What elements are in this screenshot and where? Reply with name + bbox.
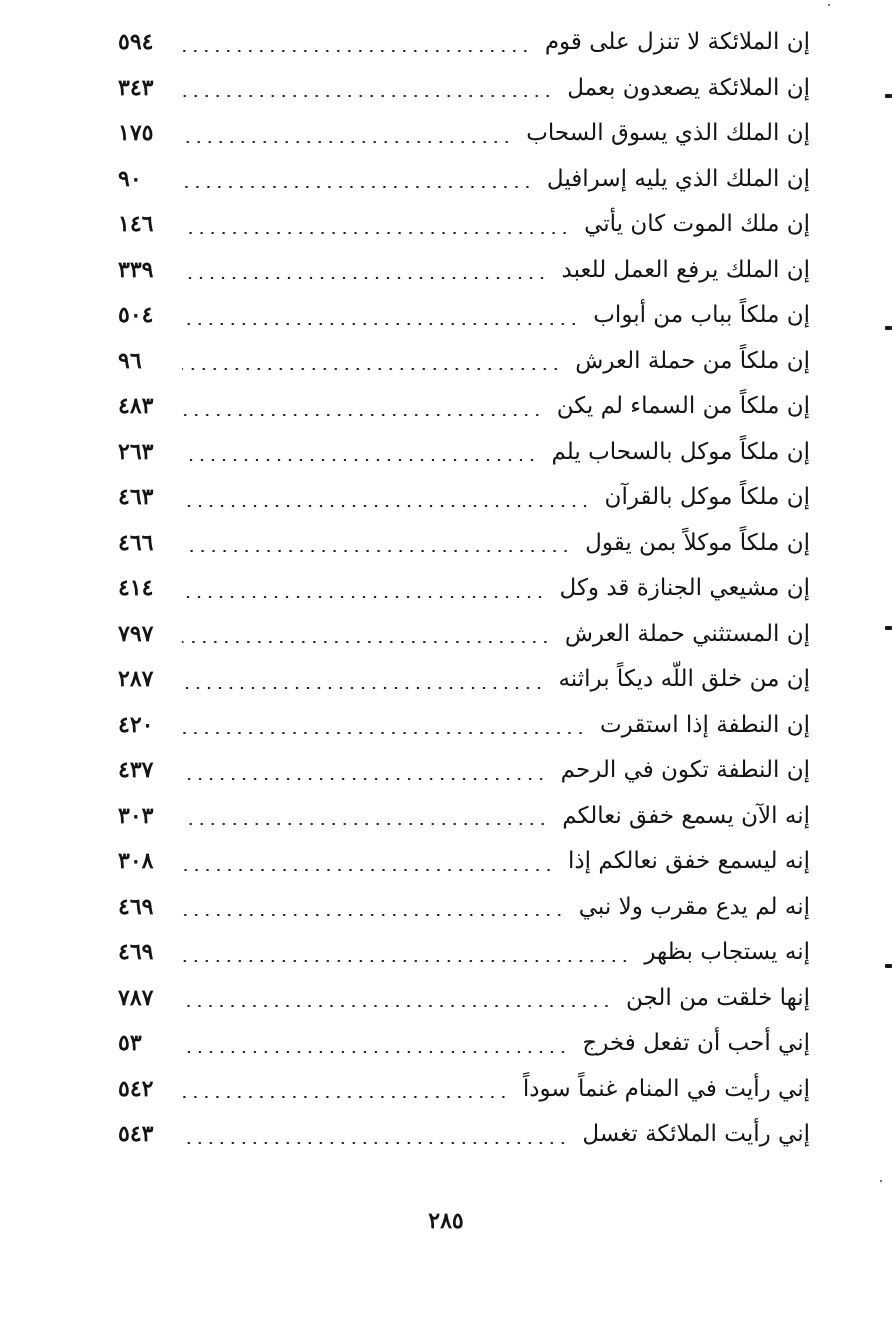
index-entry [118, 976, 810, 1022]
entry-page-ref: ٩٦ [118, 347, 142, 374]
index-entry [118, 703, 810, 749]
entry-page-ref: ١٤٦ [118, 211, 154, 237]
index-entry [118, 293, 810, 339]
entry-text: إنه لم يدع مقرب ولا نبي [578, 893, 810, 920]
dot-leader [182, 232, 570, 234]
dot-leader [182, 141, 512, 143]
dot-leader [182, 732, 586, 734]
entry-text: إن الملك الذي يليه إسرافيل [546, 165, 810, 192]
entry-text: إن ملكاً بباب من أبواب [593, 302, 810, 328]
entry-page-ref: ٥٤٣ [118, 1121, 154, 1147]
dot-leader [182, 95, 553, 97]
dot-leader [182, 1142, 568, 1144]
entry-page-ref: ٢٦٣ [118, 438, 154, 465]
entry-text: إنها خلقت من الجن [626, 984, 810, 1011]
entry-page-ref: ١٧٥ [118, 120, 154, 146]
scan-speck [828, 4, 830, 6]
entry-page-ref: ٥٣ [118, 1030, 142, 1056]
dot-leader [182, 323, 579, 325]
entry-text: إنه ليسمع خفق نعالكم إذا [568, 848, 810, 874]
index-entry [118, 339, 810, 385]
scan-edge-mark [885, 326, 892, 330]
dot-leader [182, 914, 565, 916]
dot-leader [182, 960, 630, 962]
entry-page-ref: ٧٨٧ [118, 984, 154, 1011]
entry-page-ref: ٩٠ [118, 165, 142, 192]
entry-text: إن ملكاً من حملة العرش [575, 347, 810, 374]
index-entry [118, 430, 810, 476]
entry-text: إنه الآن يسمع خفق نعالكم [562, 802, 810, 829]
entry-page-ref: ٤٦٦ [118, 529, 154, 556]
index-entry [118, 1021, 810, 1067]
dot-leader [182, 186, 533, 188]
entry-page-ref: ٤٦٣ [118, 484, 154, 510]
entry-page-ref: ٥٠٤ [118, 302, 154, 328]
dot-leader [182, 641, 551, 643]
entry-text: إن ملكاً موكلاً بمن يقول [585, 529, 810, 556]
dot-leader [182, 368, 561, 370]
index-entry [118, 20, 810, 66]
entry-page-ref: ٣٣٩ [118, 256, 154, 283]
entry-page-ref: ٢٨٧ [118, 666, 154, 692]
index-entry [118, 248, 810, 294]
dot-leader [182, 414, 543, 416]
page-number: ٢٨٥ [428, 1208, 464, 1234]
dot-leader [182, 778, 547, 780]
dot-leader [182, 1005, 612, 1007]
entry-page-ref: ٤٦٩ [118, 893, 154, 920]
dot-leader [182, 823, 548, 825]
entry-text: إن ملكاً موكل بالسحاب يلم [551, 438, 810, 465]
dot-leader [182, 50, 531, 52]
entry-page-ref: ٣٠٣ [118, 802, 154, 829]
index-entry [118, 111, 810, 157]
entry-text: إني أحب أن تفعل فخرج [582, 1030, 810, 1056]
index-entry [118, 794, 810, 840]
entry-text: إن المستثني حملة العرش [564, 620, 810, 647]
dot-leader [182, 550, 571, 552]
scan-edge-mark [885, 964, 892, 968]
dot-leader [182, 277, 548, 279]
index-entry [118, 66, 810, 112]
entry-text: إن النطفة إذا استقرت [600, 711, 810, 738]
entry-text: إن الملائكة لا تنزل على قوم [544, 29, 810, 55]
entry-text: إن مشيعي الجنازة قد وكل [559, 575, 810, 601]
entry-page-ref: ٤٢٠ [118, 711, 154, 738]
entry-text: إن الملائكة يصعدون بعمل [567, 74, 810, 101]
entry-text: إن النطفة تكون في الرحم [560, 757, 810, 783]
index-entry [118, 1067, 810, 1113]
index-entry [118, 566, 810, 612]
entry-text: إن الملك الذي يسوق السحاب [526, 120, 810, 146]
entry-page-ref: ٥٩٤ [118, 29, 154, 55]
entry-page-ref: ٣٠٨ [118, 848, 154, 874]
entry-text: إني رأيت الملائكة تغسل [582, 1121, 810, 1147]
scan-edge-mark [885, 94, 892, 98]
index-entry [118, 202, 810, 248]
dot-leader [182, 687, 544, 689]
index-list [118, 20, 810, 1158]
entry-text: إنه يستجاب بظهر [644, 939, 810, 965]
index-entry [118, 612, 810, 658]
dot-leader [182, 869, 554, 871]
dot-leader [182, 1051, 568, 1053]
index-entry [118, 839, 810, 885]
index-entry [118, 157, 810, 203]
scan-edge-mark [885, 626, 892, 630]
entry-page-ref: ٣٤٣ [118, 74, 154, 101]
entry-text: إن من خلق اللّه ديكاً براثنه [558, 666, 810, 692]
index-entry [118, 657, 810, 703]
entry-text: إن ملكاً موكل بالقرآن [604, 484, 810, 510]
index-entry [118, 384, 810, 430]
dot-leader [182, 1096, 509, 1098]
entry-text: إني رأيت في المنام غنماً سوداً [522, 1075, 810, 1102]
scan-speck [880, 1180, 882, 1182]
entry-text: إن الملك يرفع العمل للعبد [561, 256, 810, 283]
index-entry [118, 885, 810, 931]
index-entry [118, 475, 810, 521]
entry-text: إن ملك الموت كان يأتي [584, 211, 810, 237]
entry-text: إن ملكاً من السماء لم يكن [556, 393, 810, 419]
entry-page-ref: ٥٤٢ [118, 1075, 154, 1102]
index-entry [118, 930, 810, 976]
index-entry [118, 521, 810, 567]
dot-leader [182, 505, 591, 507]
dot-leader [182, 459, 537, 461]
entry-page-ref: ٧٩٧ [118, 620, 154, 647]
entry-page-ref: ٤٨٣ [118, 393, 154, 419]
entry-page-ref: ٤١٤ [118, 575, 154, 601]
index-entry [118, 748, 810, 794]
entry-page-ref: ٤٣٧ [118, 757, 154, 783]
index-entry [118, 1112, 810, 1158]
entry-page-ref: ٤٦٩ [118, 939, 154, 965]
dot-leader [182, 596, 546, 598]
